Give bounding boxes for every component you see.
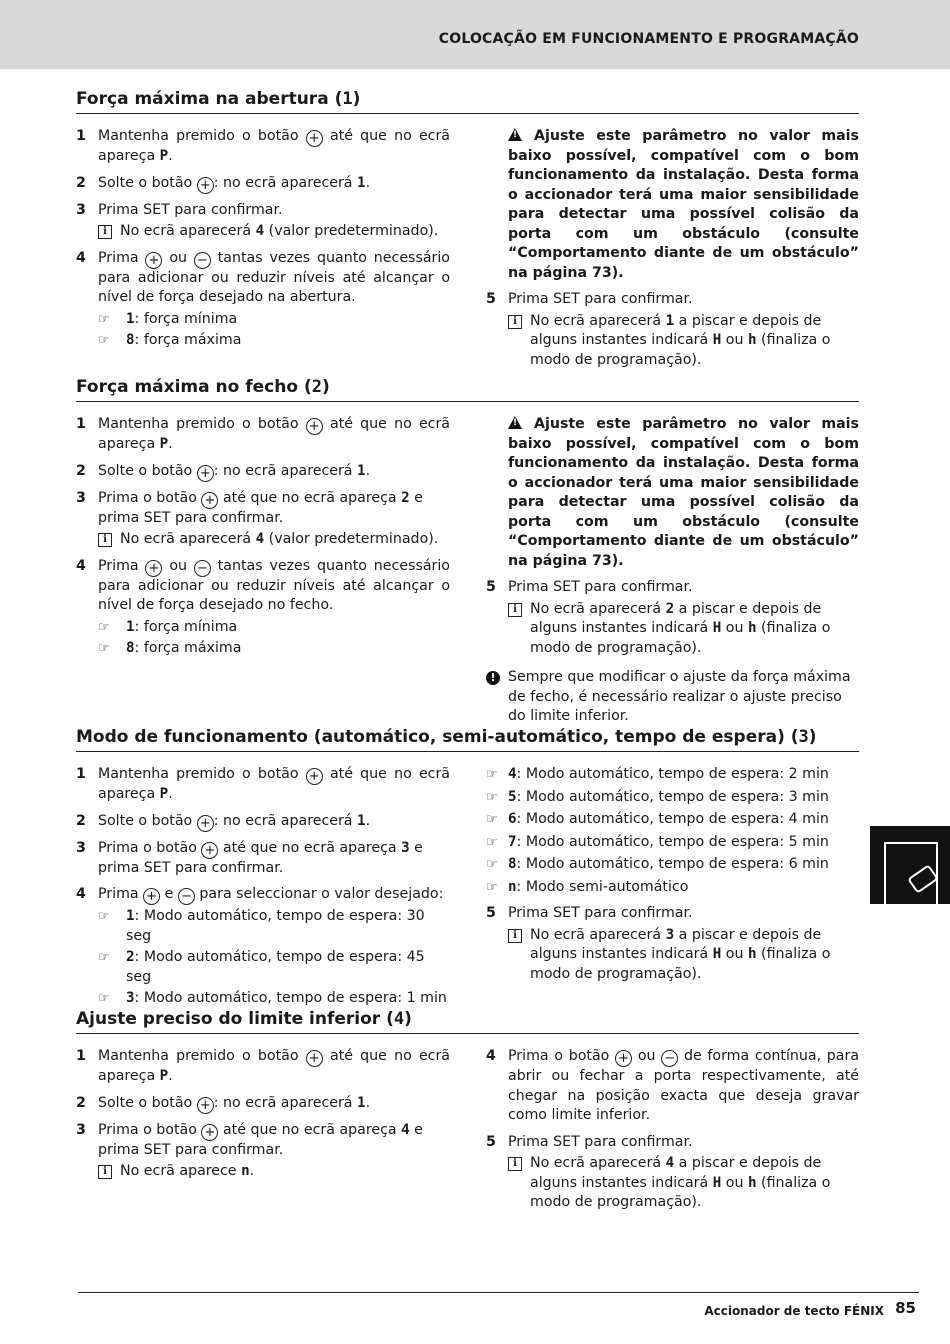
section-title-closing-force: Força máxima no fecho (2)	[76, 376, 859, 402]
info-icon: i	[508, 929, 522, 943]
s1-left-column	[76, 127, 450, 358]
pointing-hand-icon: ☞	[486, 879, 498, 895]
s4-right-column	[486, 1047, 859, 1220]
info-note: i No ecrã aparecerá 4 a piscar e depois de alguns instantes indicará H ou h (finaliza o modo de programação).	[508, 1154, 859, 1213]
plus-button-icon: +	[615, 1050, 632, 1067]
info-icon: i	[508, 603, 522, 617]
s4-step-5: 5 Prima SET para confirmar. i No ecrã aparecerá 4 a piscar e depois de alguns instantes indicará H ou h (finaliza o modo de programação).	[486, 1133, 859, 1213]
info-note: i No ecrã aparecerá 4 (valor predeterminado).	[98, 222, 450, 242]
plus-button-icon: +	[197, 465, 214, 482]
plus-button-icon: +	[201, 492, 218, 509]
info-icon: i	[508, 1157, 522, 1171]
s2-step-2: 2 Solte o botão + : no ecrã aparecerá 1.	[76, 462, 371, 481]
s1-step-5: 5 Prima SET para confirmar. i No ecrã aparecerá 1 a piscar e depois de alguns instantes indicará H ou h (finaliza o modo de programação).	[486, 290, 859, 370]
s4-step-1: 1 Mantenha premido o botão + até que no ecrã apareça P.	[76, 1048, 451, 1084]
warning-note: !Ajuste este parâmetro no valor mais baixo possível, compatível com o bom funcionamento da instalação. Desta forma o accionador terá uma maior sensibilidade para detectar uma possível colisão da porta com um obstáculo (consulte “Comportamento diante de um obstáculo” na página 73).	[486, 127, 859, 283]
warning-icon	[508, 416, 522, 429]
s3-step-1: 1 Mantenha premido o botão + até que no ecrã apareça P.	[76, 766, 451, 802]
minus-button-icon: −	[661, 1050, 678, 1067]
pointing-hand-icon: ☞	[98, 619, 110, 635]
max-force-item: ☞ 8: força máxima	[98, 639, 450, 659]
s1-right-column	[486, 127, 859, 377]
plus-button-icon: +	[197, 1097, 214, 1114]
pointing-hand-icon: ☞	[98, 950, 110, 965]
s3-step-4: 4 Prima + e − para seleccionar o valor desejado: ☞ 1: Modo automático, tempo de espera: 30 seg ☞ 2: Modo automático, tempo de espera: 45 seg ☞ 3: Modo automático, tempo de espera: 1 min	[76, 885, 450, 1009]
warning-icon	[508, 128, 522, 141]
pointing-hand-icon: ☞	[98, 991, 110, 1006]
s3-step-2: 2 Solte o botão + : no ecrã aparecerá 1.	[76, 812, 371, 831]
info-note: i No ecrã aparecerá 4 (valor predeterminado).	[98, 530, 450, 550]
mode-option-5: ☞ 5: Modo automático, tempo de espera: 3 min	[486, 788, 859, 808]
info-icon: i	[98, 1165, 112, 1179]
mode-option-4: ☞ 4: Modo automático, tempo de espera: 2 min	[486, 765, 859, 785]
footer-product-name: Accionador de tecto FÉNIX	[704, 1304, 884, 1318]
s4-step-2: 2 Solte o botão + : no ecrã aparecerá 1.	[76, 1094, 371, 1113]
info-note: i No ecrã aparecerá 3 a piscar e depois de alguns instantes indicará H ou h (finaliza o modo de programação).	[508, 926, 859, 985]
pointing-hand-icon: ☞	[486, 857, 498, 872]
info-note: i No ecrã aparece n.	[98, 1162, 450, 1182]
plus-button-icon: +	[201, 1124, 218, 1141]
s2-step-3: 3 Prima o botão + até que no ecrã apareça 2 e prima SET para confirmar. i No ecrã aparecerá 4 (valor predeterminado).	[76, 489, 450, 550]
s4-step-3: 3 Prima o botão + até que no ecrã apareça 4 e prima SET para confirmar. i No ecrã aparece n.	[76, 1121, 450, 1182]
max-force-item: ☞ 8: força máxima	[98, 331, 450, 351]
s2-right-column	[486, 415, 859, 727]
minus-button-icon: −	[194, 252, 211, 269]
pointing-hand-icon: ☞	[98, 311, 110, 327]
s1-step-3: 3 Prima SET para confirmar. i No ecrã aparecerá 4 (valor predeterminado).	[76, 201, 450, 242]
pointing-hand-icon: ☞	[98, 909, 110, 924]
minus-button-icon: −	[178, 888, 195, 905]
s4-left-column	[76, 1047, 450, 1189]
s1-step-2: 2 Solte o botão + : no ecrã aparecerá 1.	[76, 174, 371, 193]
minus-button-icon: −	[194, 560, 211, 577]
plus-button-icon: +	[306, 418, 323, 435]
plus-button-icon: +	[143, 888, 160, 905]
s3-step-5: 5 Prima SET para confirmar. i No ecrã aparecerá 3 a piscar e depois de alguns instantes indicará H ou h (finaliza o modo de programação).	[486, 904, 859, 984]
s1-step-4: 4 Prima + ou − tantas vezes quanto necessário para adicionar ou reduzir níveis até alcançar o nível de força desejado na abertura. ☞ 1: força mínima ☞ 8: força máxima	[76, 249, 450, 351]
s2-step-5: 5 Prima SET para confirmar. i No ecrã aparecerá 2 a piscar e depois de alguns instantes indicará H ou h (finaliza o modo de programação).	[486, 578, 859, 658]
info-note: i No ecrã aparecerá 2 a piscar e depois de alguns instantes indicará H ou h (finaliza o modo de programação).	[508, 600, 859, 659]
s4-step-4: 4 Prima o botão + ou − de forma contínua, para abrir ou fechar a porta respectivamente, até chegar na posição exacta que deseja gravar como limite inferior.	[486, 1048, 860, 1123]
pointing-hand-icon: ☞	[98, 641, 110, 656]
s1-step-1: 1 Mantenha premido o botão + até que no ecrã apareça P.	[76, 128, 451, 164]
s2-step-1: 1 Mantenha premido o botão + até que no ecrã apareça P.	[76, 416, 451, 452]
chapter-tab	[870, 826, 950, 904]
plus-button-icon: +	[197, 177, 214, 194]
pointing-hand-icon: ☞	[98, 333, 110, 348]
s3-right-column	[486, 765, 859, 991]
s2-left-column	[76, 415, 450, 666]
mode-option-7: ☞ 7: Modo automático, tempo de espera: 5 min	[486, 833, 859, 853]
info-icon: i	[98, 225, 112, 239]
pointing-hand-icon: ☞	[486, 767, 498, 782]
info-icon: i	[98, 533, 112, 547]
info-note: i No ecrã aparecerá 1 a piscar e depois de alguns instantes indicará H ou h (finaliza o modo de programação).	[508, 312, 859, 371]
mode-option-8: ☞ 8: Modo automático, tempo de espera: 6 min	[486, 855, 859, 875]
s3-step-3: 3 Prima o botão + até que no ecrã apareça 3 e prima SET para confirmar.	[76, 839, 423, 876]
mode-option-semi: ☞ n: Modo semi-automático	[486, 878, 859, 898]
plus-button-icon: +	[145, 252, 162, 269]
mode-option-2: ☞ 2: Modo automático, tempo de espera: 45 seg	[98, 949, 425, 985]
min-force-item: ☞ 1: força mínima	[98, 310, 450, 330]
section-title-lower-limit: Ajuste preciso do limite inferior (4)	[76, 1008, 859, 1034]
plus-button-icon: +	[197, 815, 214, 832]
s3-left-column	[76, 765, 450, 1016]
mode-option-1: ☞ 1: Modo automático, tempo de espera: 30 seg	[98, 908, 425, 944]
warning-note: !Ajuste este parâmetro no valor mais baixo possível, compatível com o bom funcionamento da instalação. Desta forma o accionador terá uma maior sensibilidade para detectar uma possível colisão da porta com um obstáculo (consulte “Comportamento diante de um obstáculo” na página 73).	[486, 415, 859, 571]
page-number: 85	[895, 1299, 916, 1317]
plus-button-icon: +	[306, 1050, 323, 1067]
footer-divider	[78, 1292, 919, 1293]
exclamation-icon: !	[486, 671, 500, 685]
plus-button-icon: +	[145, 560, 162, 577]
plus-button-icon: +	[306, 130, 323, 147]
section-title-opening-force: Força máxima na abertura (1)	[76, 88, 859, 114]
mode-option-6: ☞ 6: Modo automático, tempo de espera: 4 min	[486, 810, 859, 830]
plus-button-icon: +	[306, 768, 323, 785]
mode-option-3: ☞ 3: Modo automático, tempo de espera: 1 min	[98, 989, 450, 1009]
pointing-hand-icon: ☞	[486, 834, 498, 850]
info-icon: i	[508, 315, 522, 329]
section-title-operating-mode: Modo de funcionamento (automático, semi-automático, tempo de espera) (3)	[76, 726, 859, 752]
pointing-hand-icon: ☞	[486, 812, 498, 827]
s2-step-4: 4 Prima + ou − tantas vezes quanto necessário para adicionar ou reduzir níveis até alcançar o nível de força desejado no fecho. ☞ 1: força mínima ☞ 8: força máxima	[76, 557, 450, 659]
pointing-hand-icon: ☞	[486, 789, 498, 805]
header-title: COLOCAÇÃO EM FUNCIONAMENTO E PROGRAMAÇÃO	[438, 31, 859, 47]
important-note: ! Sempre que modificar o ajuste da força máxima de fecho, é necessário realizar o ajuste preciso do limite inferior.	[486, 668, 859, 727]
plus-button-icon: +	[201, 842, 218, 859]
min-force-item: ☞ 1: força mínima	[98, 618, 450, 638]
